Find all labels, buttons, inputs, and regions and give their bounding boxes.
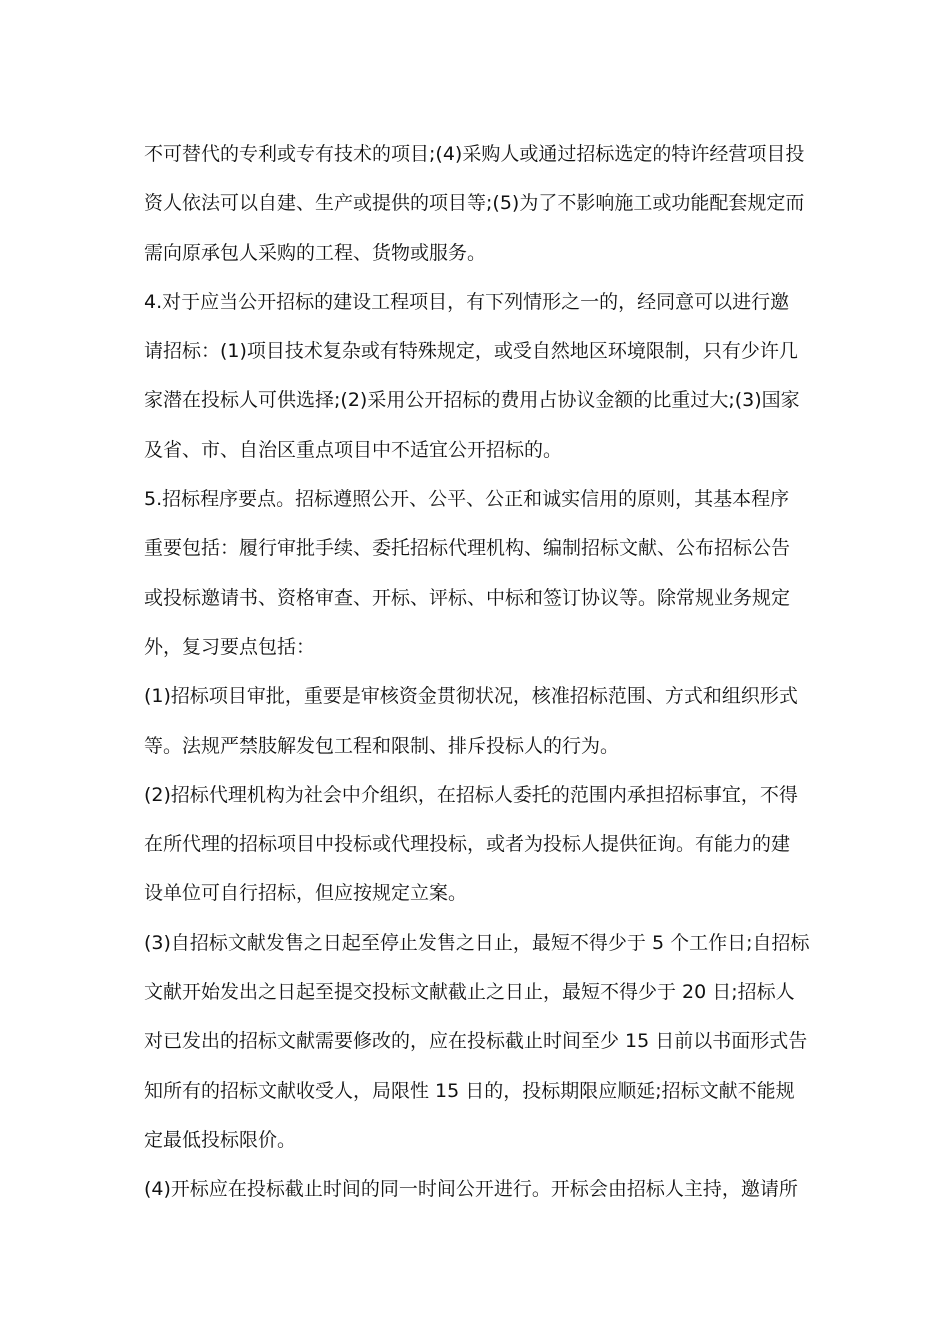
text-line: 4.对于应当公开招标的建设工程项目，有下列情形之一的，经同意可以进行邀	[144, 290, 790, 313]
text-line: 对已发出的招标文献需要修改的，应在投标截止时间至少 15 日前以书面形式告	[144, 1030, 808, 1053]
text-line: (4)开标应在投标截止时间的同一时间公开进行。开标会由招标人主持，邀请所	[144, 1178, 798, 1201]
text-line: (2)招标代理机构为社会中介组织，在招标人委托的范围内承担招标事宜，不得	[144, 783, 798, 806]
text-line: 在所代理的招标项目中投标或代理投标，或者为投标人提供征询。有能力的建	[144, 833, 791, 856]
text-line: 设单位可自行招标，但应按规定立案。	[144, 882, 468, 905]
body-text	[144, 130, 824, 1215]
text-line: (3)自招标文献发售之日起至停止发售之日止，最短不得少于 5 个工作日;自招标	[144, 931, 810, 954]
text-line: 或投标邀请书、资格审查、开标、评标、中标和签订协议等。除常规业务规定	[144, 586, 791, 609]
text-line: 文献开始发出之日起至提交投标文献截止之日止，最短不得少于 20 日;招标人	[144, 981, 795, 1004]
text-line: 需向原承包人采购的工程、货物或服务。	[144, 241, 487, 264]
text-line: 外，复习要点包括：	[144, 635, 316, 658]
text-line: 不可替代的专利或专有技术的项目;(4)采购人或通过招标选定的特许经营项目投	[144, 143, 805, 165]
text-line: 重要包括：履行审批手续、委托招标代理机构、编制招标文献、公布招标公告	[144, 537, 791, 560]
text-line: 等。法规严禁肢解发包工程和限制、排斥投标人的行为。	[144, 734, 620, 757]
text-line: 及省、市、自治区重点项目中不适宜公开招标的。	[144, 438, 563, 461]
text-line: 家潜在投标人可供选择;(2)采用公开招标的费用占协议金额的比重过大;(3)国家	[144, 389, 800, 412]
text-line: 5.招标程序要点。招标遵照公开、公平、公正和诚实信用的原则，其基本程序	[144, 488, 790, 511]
text-line: 定最低投标限价。	[144, 1128, 297, 1151]
text-line: (1)招标项目审批，重要是审核资金贯彻状况，核准招标范围、方式和组织形式	[144, 685, 798, 708]
text-line: 请招标：(1)项目技术复杂或有特殊规定，或受自然地区环境限制，只有少许几	[144, 340, 798, 363]
text-line: 资人依法可以自建、生产或提供的项目等;(5)为了不影响施工或功能配套规定而	[144, 192, 805, 215]
text-line: 知所有的招标文献收受人，局限性 15 日的，投标期限应顺延;招标文献不能规	[144, 1079, 795, 1102]
